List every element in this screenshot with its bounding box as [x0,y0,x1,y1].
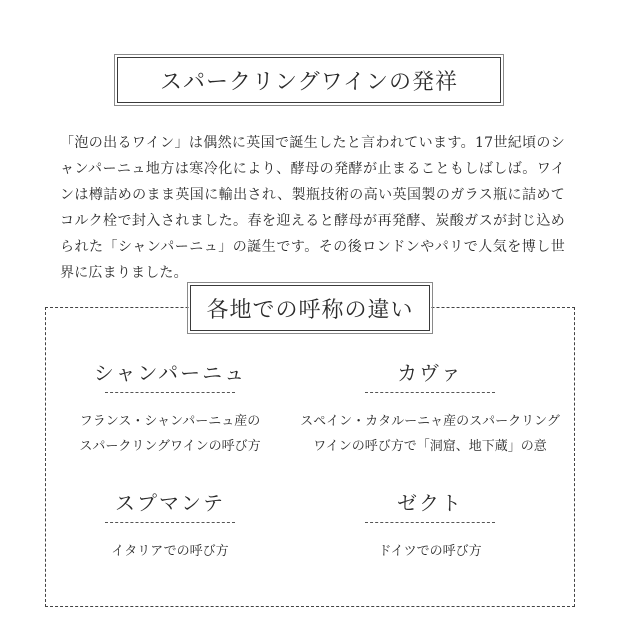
dashed-divider [365,522,495,523]
region-description [40,539,300,564]
dashed-divider [365,392,495,393]
description-line: ドイツでの呼び方 [378,544,482,559]
page-title [117,57,501,103]
region-name: ゼクト [397,491,463,515]
description-line: フランス・シャンパーニュ産の [79,414,261,429]
region-cava [300,360,560,459]
region-sekt [300,490,560,564]
section-title [190,285,430,331]
region-description [40,409,300,459]
region-champagne [40,360,300,459]
page-title-text: スパークリングワインの発祥 [160,69,458,95]
dashed-divider [105,392,235,393]
description-line: ワインの呼び方で「洞窟、地下蔵」の意 [313,439,547,454]
dashed-divider [105,522,235,523]
description-line: スペイン・カタルーニャ産のスパークリング [300,414,560,429]
intro-paragraph: 「泡の出るワイン」は偶然に英国で誕生したと言われています。17世紀頃のシャンパーニュ地方は寒冷化により、酵母の発酵が止まることもしばしば。ワインは樽詰めのまま英国に輸出され、製瓶技術の高い英国製のガラス瓶に詰めてコルク栓で封入されました。春を迎えると酵母が再発酵、炭酸ガスが封じ込められた「シャンパーニュ」の誕生です。その後ロンドンやパリで人気を博し世界に広まりました。 [60,135,565,281]
description-line: スパークリングワインの呼び方 [79,439,261,454]
region-description [300,409,560,459]
region-name: カヴァ [397,361,463,385]
region-name: スプマンテ [115,491,225,515]
region-name: シャンパーニュ [93,361,247,385]
region-description [300,539,560,564]
description-line: イタリアでの呼び方 [111,544,229,559]
section-title-text: 各地での呼称の違い [206,297,414,323]
region-spumante [40,490,300,564]
